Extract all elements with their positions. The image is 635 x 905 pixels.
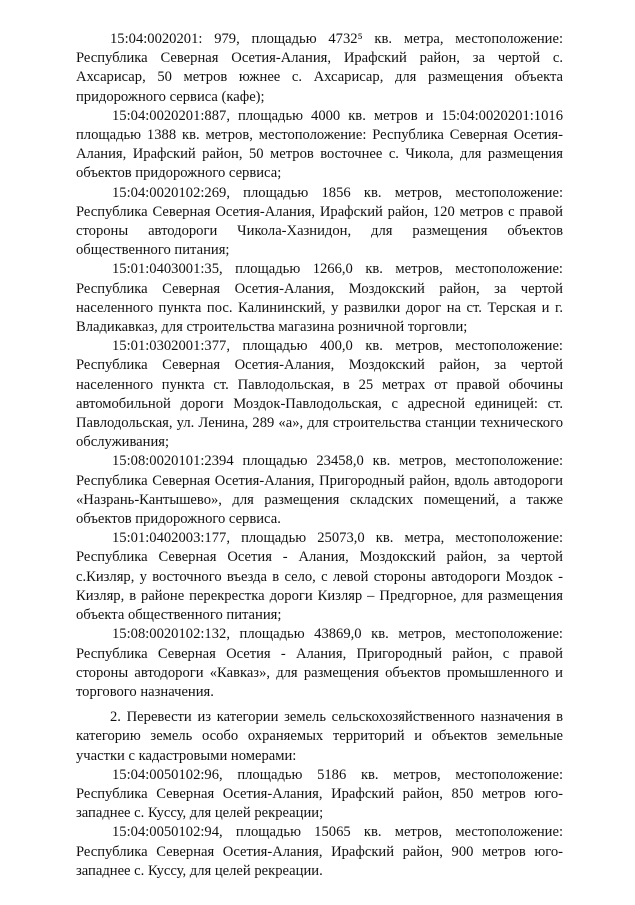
paragraph-parcel-10: 15:04:0050102:94, площадью 15065 кв. метров, местоположение: Республика Северная Осетия-Алания, Ирафский район, 900 метров юго-западнее с. Куссу, для целей рекреации. [76, 824, 563, 879]
paragraph-item-2: 2. Перевести из категории земель сельскохозяйственного назначения в категорию земель особо охраняемых территорий и объектов земельные участки с кадастровыми номерами: [76, 709, 563, 764]
paragraph-parcel-8: 15:08:0020102:132, площадью 43869,0 кв. метров, местоположение: Республика Северная Осетия - Алания, Пригородный район, с правой стороны автодороги «Кавказ», для размещения объектов промышленного и торгового назначения. [76, 626, 563, 700]
paragraph-parcel-9: 15:04:0050102:96, площадью 5186 кв. метров, местоположение: Республика Северная Осетия-Алания, Ирафский район, 850 метров юго-западнее с. Куссу, для целей рекреации; [76, 766, 563, 822]
paragraph-parcel-4: 15:01:0403001:35, площадью 1266,0 кв. метров, местоположение: Республика Северная Осетия-Алания, Моздокский район, за чертой населенного пункта пос. Калининский, у развилки дорог на ст. Терская и г. Владикавказ, для строительства магазина розничной торговли; [76, 261, 563, 336]
document-body [76, 30, 563, 881]
paragraph-parcel-1: 15:04:0020201: 979, площадью 4732⁵ кв. метра, местоположение: Республика Северная Осетия-Алания, Ирафский район, за чертой с. Ахсарисар, 50 метров южнее с. Ахсарисар, для размещения объекта придорожного сервиса (кафе); [76, 31, 563, 105]
paragraph-parcel-6: 15:08:0020101:2394 площадью 23458,0 кв. метров, местоположение: Республика Северная Осетия-Алания, Пригородный район, вдоль автодороги «Назрань-Кантышево», для размещения складских помещений, а также объектов придорожного сервиса. [76, 453, 563, 528]
paragraph-parcel-5: 15:01:0302001:377, площадью 400,0 кв. метров, местоположение: Республика Северная Осетия-Алания, Моздокский район, за чертой населенного пункта ст. Павлодольская, в 25 метрах от правой обочины автомобильной дороги Моздок-Павлодольская, с адресной единицей: ст. Павлодольская, ул. Ленина, 289 «а», для строительства станции технического обслуживания; [76, 338, 563, 451]
paragraph-parcel-3: 15:04:0020102:269, площадью 1856 кв. метров, местоположение: Республика Северная Осетия-Алания, Ирафский район, 120 метров с правой стороны автодороги Чикола-Хазнидон, для размещения объектов общественного питания; [76, 184, 563, 259]
paragraph-parcel-2: 15:04:0020201:887, площадью 4000 кв. метров и 15:04:0020201:1016 площадью 1388 кв. метров, местоположение: Республика Северная Осетия-Алания, Ирафский район, 50 метров восточнее с. Чикола, для размещения объектов придорожного сервиса; [76, 107, 563, 182]
paragraph-parcel-7: 15:01:0402003:177, площадью 25073,0 кв. метра, местоположение: Республика Северная Осетия - Алания, Моздокский район, за чертой с.Кизляр, у восточного въезда в село, с левой стороны автодороги Моздок - Кизляр, в районе перекрестка дороги Кизляр – Предгорное, для размещения объекта общественного питания; [76, 530, 563, 624]
